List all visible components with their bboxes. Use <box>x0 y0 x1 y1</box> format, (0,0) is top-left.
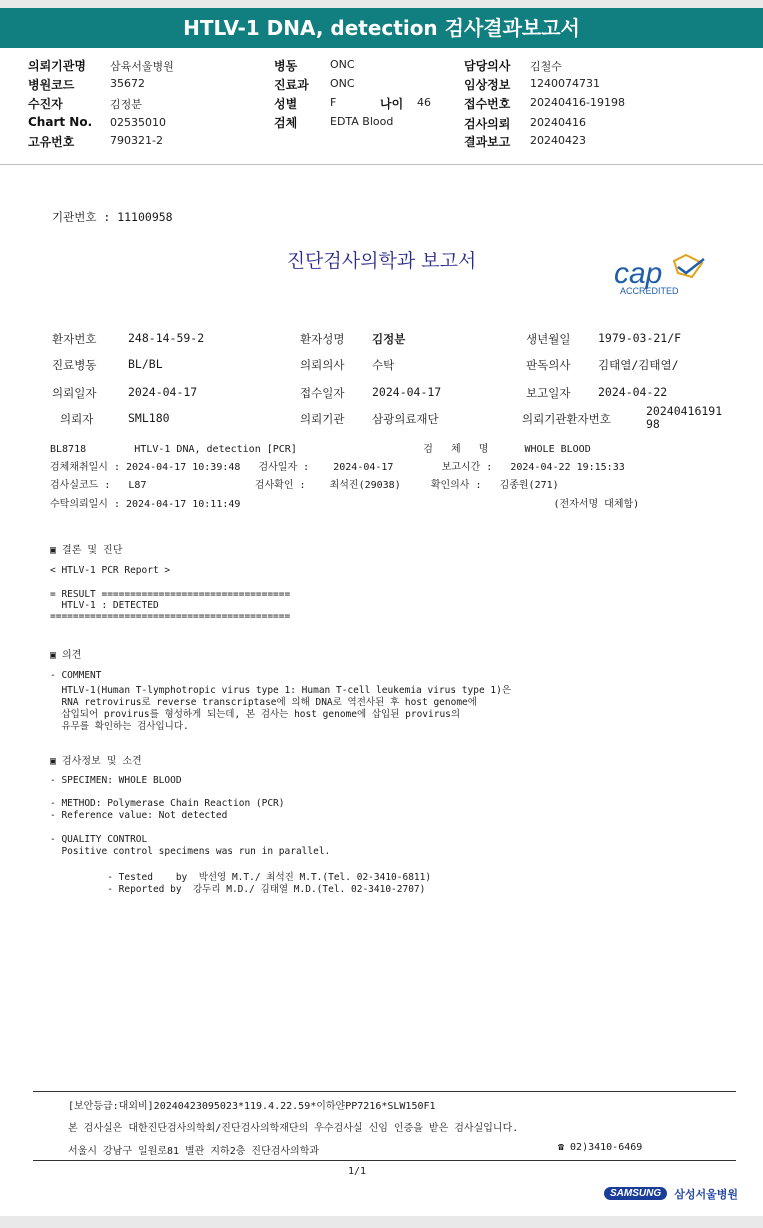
security-line: [보안등급:대외비]20240423095023*119.4.22.59*이하얀PP7216*SLW150F1 <box>68 1101 436 1112</box>
report-heading: 진단검사의학과 보고서 <box>286 250 477 272</box>
patient-value: 2024-04-22 <box>598 385 668 399</box>
header-value: EDTA Blood <box>330 115 394 128</box>
header-label: 성별 <box>274 97 298 111</box>
patient-value: 2024-04-17 <box>128 385 198 399</box>
header-value: 790321-2 <box>110 134 163 147</box>
header-value: 1240074731 <box>530 77 600 90</box>
test-line: 검사실코드 : L87 검사확인 : 최석진(29038) 확인의사 : 김종원(271) <box>50 480 559 491</box>
header-label: 검체 <box>274 116 298 130</box>
reported-by-line: - Reported by 강두리 M.D./ 김태열 M.D.(Tel. 02-3410-2707) <box>50 884 426 895</box>
hospital-name: 삼성서울병원 <box>674 1187 738 1201</box>
result-detected: HTLV-1 : DETECTED <box>50 600 159 611</box>
header-value: F <box>330 96 337 109</box>
text-line: - QUALITY CONTROL <box>50 834 148 845</box>
cap-logo-text: cap <box>614 257 663 290</box>
text-line: < HTLV-1 PCR Report > <box>50 565 171 576</box>
patient-value: 삼광의료재단 <box>372 412 439 426</box>
text-line: - SPECIMEN: WHOLE BLOOD <box>50 775 182 786</box>
page-number: 1/1 <box>348 1166 367 1177</box>
header-value: ONC <box>330 77 355 90</box>
header-label: 임상정보 <box>464 78 511 92</box>
patient-value: 수탁 <box>372 358 395 372</box>
tested-by-line: - Tested by 박선영 M.T./ 최석진 M.T.(Tel. 02-3410-6811) <box>50 872 432 883</box>
header-label: 진료과 <box>274 78 309 92</box>
header-value: 46 <box>417 96 431 109</box>
header-value: 20240416-19198 <box>530 96 625 109</box>
test-line: 수탁의뢰일시 : 2024-04-17 10:11:49 (전자서명 대체함) <box>50 499 640 510</box>
patient-value: 김정분 <box>372 332 406 346</box>
patient-value: 2024-04-17 <box>372 385 442 399</box>
footer-divider <box>33 1160 736 1161</box>
header-label: 검사의뢰 <box>464 117 511 131</box>
patient-value: 2024041619198 <box>646 404 723 431</box>
cert-line: 본 검사실은 대한진단검사의학회/진단검사의학재단의 우수검사실 신임 인증을 받은 검사실입니다. <box>68 1123 519 1134</box>
text-line: ========================================== <box>50 611 291 622</box>
header-label: 접수번호 <box>464 97 511 111</box>
header-label: 병동 <box>274 59 298 73</box>
org-number: 기관번호 : 11100958 <box>52 210 173 224</box>
text-line: - METHOD: Polymerase Chain Reaction (PCR) <box>50 798 285 809</box>
section-title-info: ▣ 검사정보 및 소견 <box>50 756 142 767</box>
header-label: 나이 <box>380 97 404 111</box>
patient-value: 248-14-59-2 <box>128 331 205 345</box>
patient-label: 생년월일 <box>526 332 571 346</box>
header-value: 김정분 <box>110 98 142 111</box>
patient-value: 1979-03-21/F <box>598 331 682 345</box>
patient-label: 의뢰기관환자번호 <box>522 412 611 426</box>
test-line: BL8718 HTLV-1 DNA, detection [PCR] 검 체 명 WHOLE BLOOD <box>50 444 591 455</box>
patient-label: 환자번호 <box>52 332 97 346</box>
header-divider <box>0 164 763 165</box>
header-value: 20240423 <box>530 134 586 147</box>
patient-label: 환자성명 <box>300 332 345 346</box>
text-line: 유무를 확인하는 검사입니다. <box>50 721 189 732</box>
patient-label: 접수일자 <box>300 386 345 400</box>
report-title-bar <box>0 8 763 48</box>
address-line: 서울시 강남구 일원로81 별관 지하2층 진단검사의학과 <box>68 1146 320 1157</box>
header-value: 02535010 <box>110 116 166 129</box>
phone-line: ☎ 02)3410-6469 <box>558 1142 643 1153</box>
patient-label: 의뢰자 <box>60 412 94 426</box>
header-label: 병원코드 <box>28 78 75 92</box>
header-value: ONC <box>330 58 355 71</box>
samsung-hospital-logo <box>604 1183 738 1203</box>
header-info <box>0 48 763 166</box>
section-title-opinion: ▣ 의견 <box>50 650 82 661</box>
patient-label: 판독의사 <box>526 358 571 372</box>
text-line: HTLV-1(Human T-lymphotropic virus type 1: Human T-cell leukemia virus type 1)은 <box>50 685 512 696</box>
patient-label: 보고일자 <box>526 386 571 400</box>
section-title-conclusion: ▣ 결론 및 진단 <box>50 545 123 556</box>
text-line: = RESULT ================================= <box>50 589 291 600</box>
footer-divider <box>33 1091 736 1092</box>
patient-label: 의뢰일자 <box>52 386 97 400</box>
title-text: HTLV-1 DNA, detection 검사결과보고서 <box>183 16 580 40</box>
header-value: 35672 <box>110 77 145 90</box>
header-label: 고유번호 <box>28 135 75 149</box>
patient-label: 의뢰의사 <box>300 358 345 372</box>
text-line: 삽입되어 provirus를 형성하게 되는데, 본 검사는 host genome에 삽입된 provirus의 <box>50 709 461 720</box>
cap-accredited-logo <box>612 253 712 297</box>
header-value: 삼육서울병원 <box>110 60 174 73</box>
patient-label: 의뢰기관 <box>300 412 345 426</box>
text-line: RNA retrovirus로 reverse transcriptase에 의해 DNA로 역전사된 후 host genome에 <box>50 697 477 708</box>
text-line: Positive control specimens was run in parallel. <box>50 846 331 857</box>
patient-label: 진료병동 <box>52 358 97 372</box>
text-line: - COMMENT <box>50 670 102 681</box>
cap-logo-sub: ACCREDITED <box>620 286 679 296</box>
text-line: - Reference value: Not detected <box>50 810 228 821</box>
header-label: 담당의사 <box>464 59 511 73</box>
patient-value: SML180 <box>128 411 170 425</box>
header-label: Chart No. <box>28 115 93 129</box>
header-label: 의뢰기관명 <box>28 59 86 73</box>
header-value: 김철수 <box>530 60 562 73</box>
patient-value: BL/BL <box>128 357 163 371</box>
header-label: 결과보고 <box>464 135 511 149</box>
patient-value: 김태열/김태열/ <box>598 358 679 372</box>
header-label: 수진자 <box>28 97 63 111</box>
samsung-logo-text: SAMSUNG <box>604 1187 667 1200</box>
header-value: 20240416 <box>530 116 586 129</box>
test-line: 검체채취일시 : 2024-04-17 10:39:48 검사일자 : 2024-04-17 보고시간 : 2024-04-22 19:15:33 <box>50 462 625 473</box>
